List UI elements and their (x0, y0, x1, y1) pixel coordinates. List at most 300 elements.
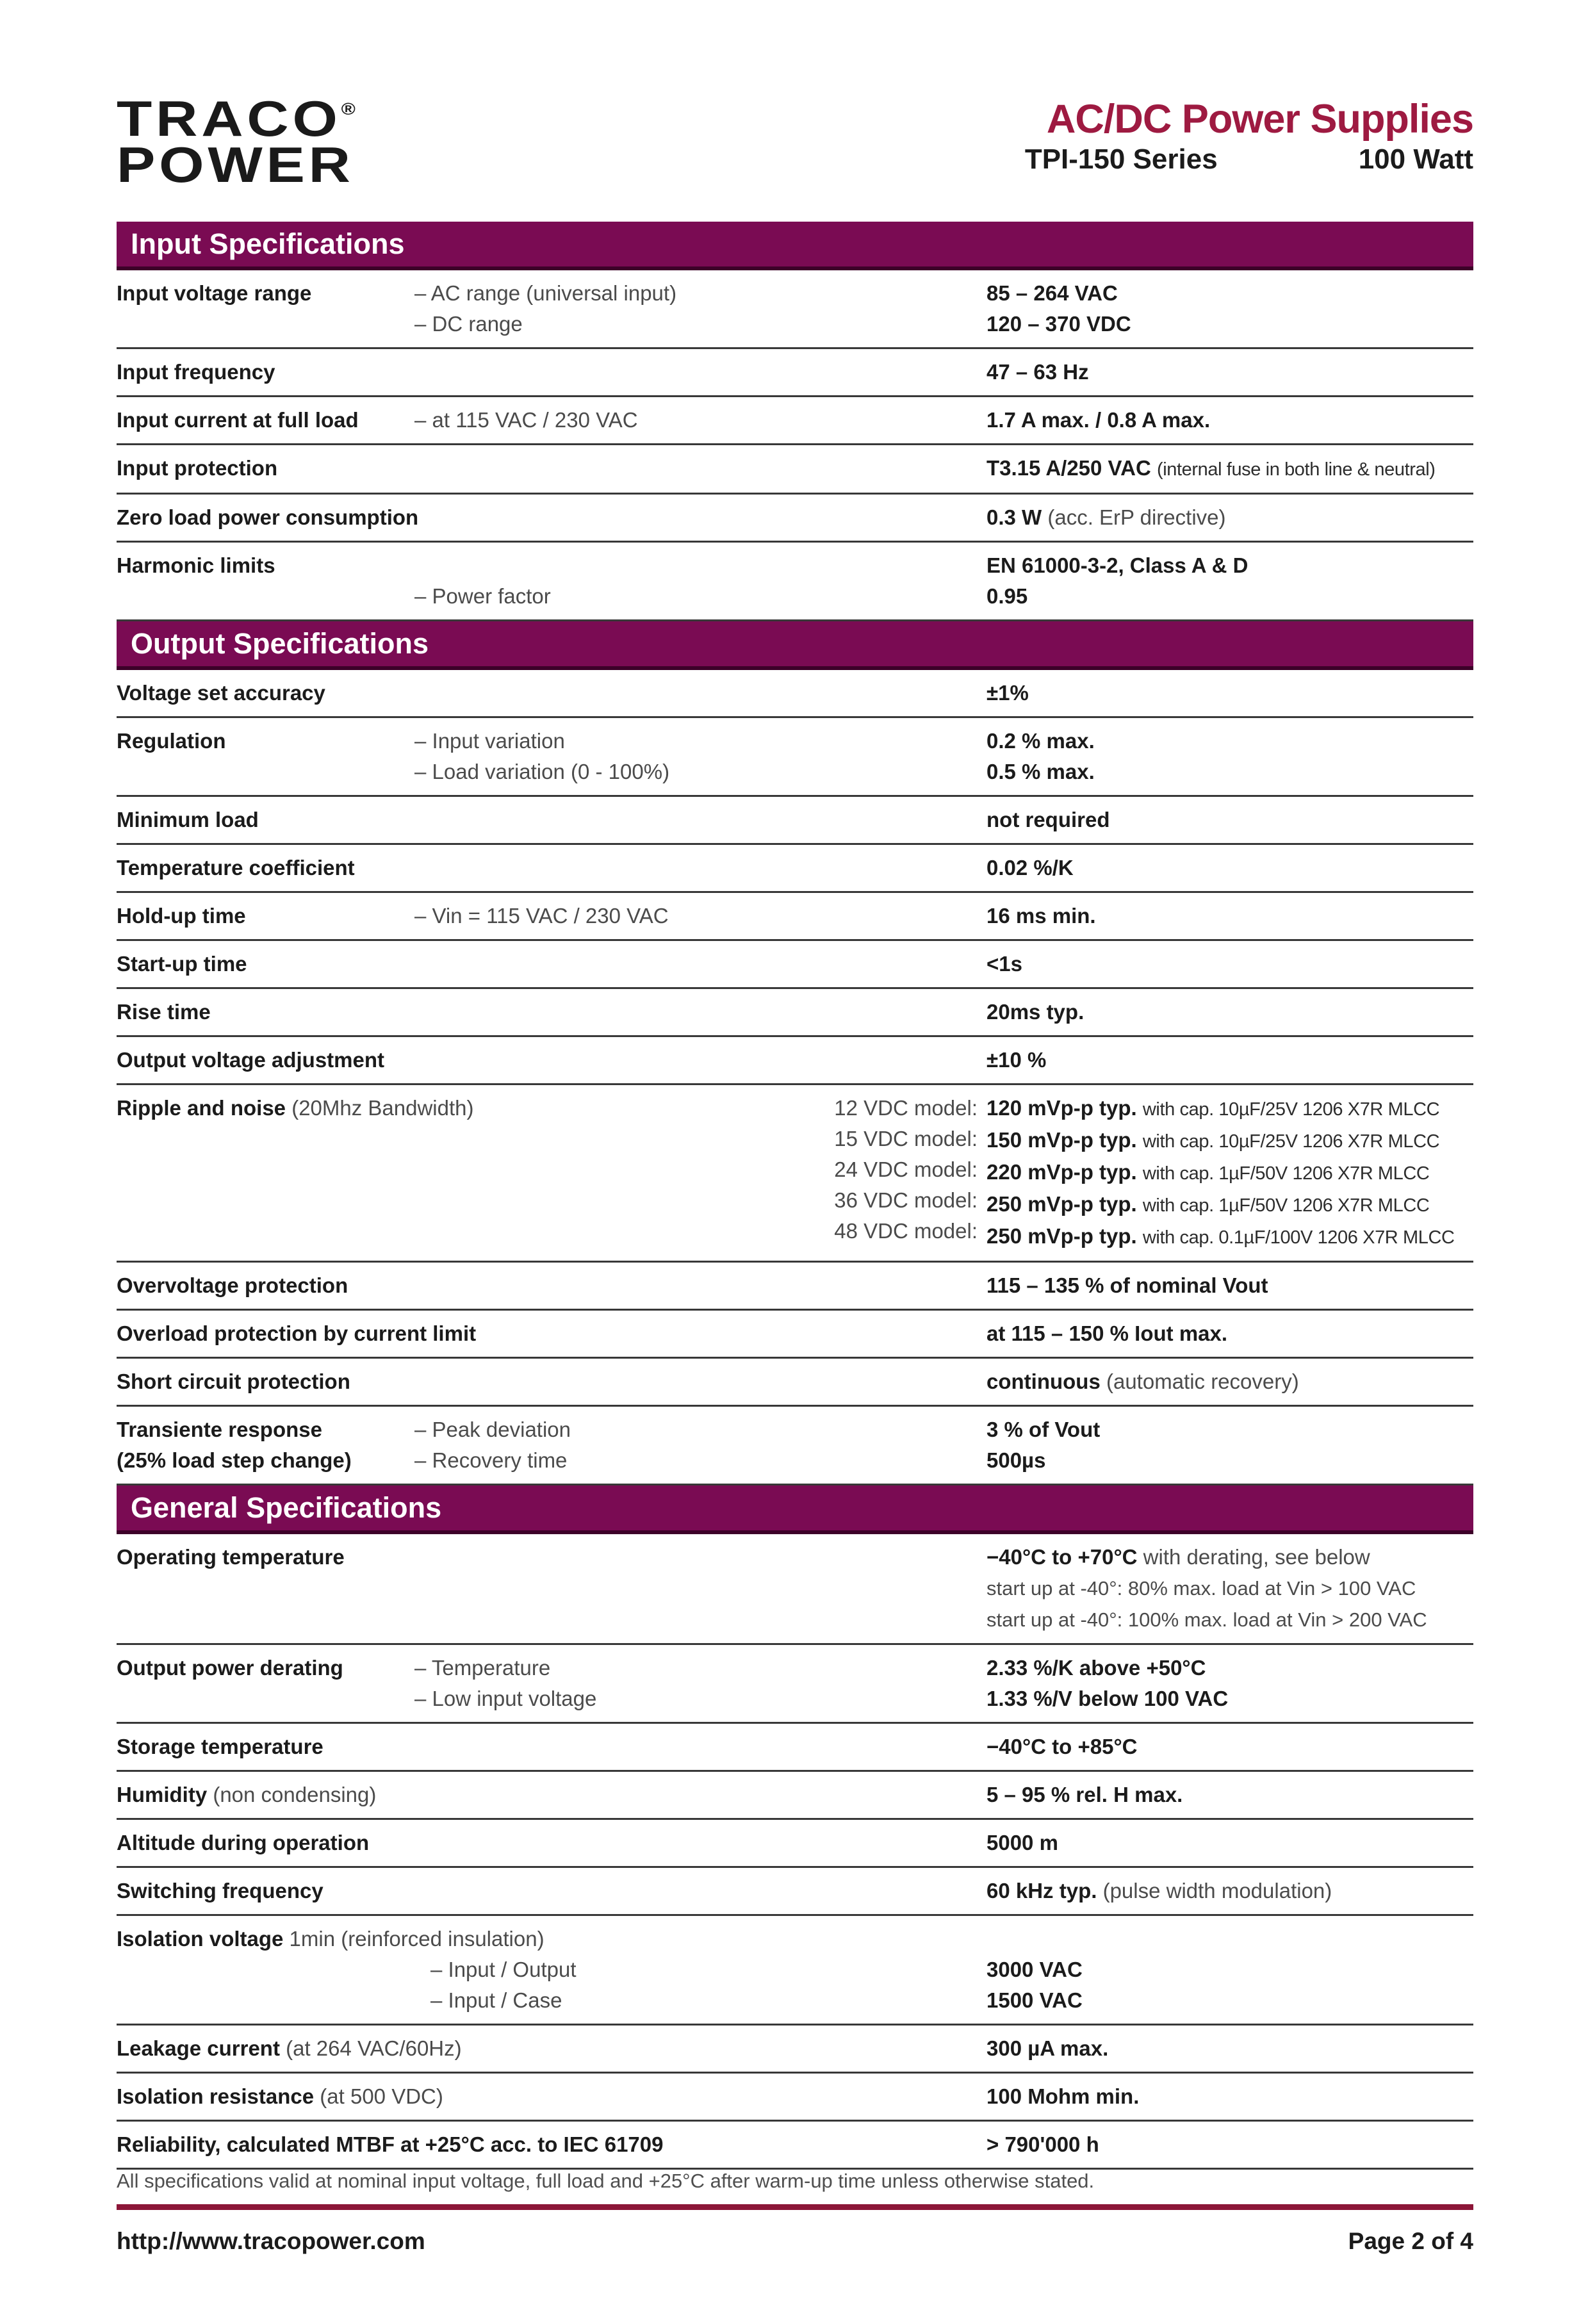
text-segment: Minimum load (117, 807, 259, 831)
spec-value-line (986, 1318, 1473, 1349)
spec-value (986, 1653, 1473, 1714)
registered-trademark-icon: ® (341, 99, 356, 119)
spec-row-switching-frequency (117, 1868, 1473, 1916)
spec-value-line (986, 405, 1473, 436)
text-segment: 0.95 (986, 584, 1028, 608)
spec-row-isolation-resistance-at-500-vdc (117, 2074, 1473, 2122)
text-segment: Isolation voltage (117, 1926, 290, 1951)
text-segment: 20ms typ. (986, 999, 1085, 1024)
page-header (117, 90, 1473, 193)
spec-sublabel-line: – Temperature (414, 1655, 551, 1680)
text-segment: 1.33 %/V below 100 VAC (986, 1686, 1229, 1710)
spec-sublabel-line: – Input variation (414, 728, 565, 753)
text-segment: Start-up time (117, 951, 247, 976)
text-segment: <1s (986, 951, 1022, 976)
spec-value-line (986, 1653, 1473, 1683)
spec-value-line (986, 1604, 1473, 1635)
text-segment: > 790'000 h (986, 2132, 1099, 2156)
spec-label-line (117, 949, 986, 979)
spec-value-line (986, 678, 1473, 708)
spec-label-line (117, 2129, 986, 2160)
spec-label-line (117, 1270, 986, 1301)
text-segment: Input current at full load (117, 407, 359, 432)
text-segment: with derating, see below (1143, 1544, 1370, 1569)
spec-value-line (986, 1125, 1473, 1157)
spec-sections (117, 222, 1473, 2170)
spec-row-left (117, 1542, 986, 1635)
spec-value (986, 726, 1473, 787)
text-segment: 0.2 % max. (986, 728, 1095, 753)
spec-sublabel-line (414, 550, 551, 581)
spec-row-altitude-during-operation (117, 1820, 1473, 1868)
text-segment: T3.15 A/250 VAC (986, 455, 1157, 480)
spec-value-line (986, 1414, 1473, 1445)
text-segment: EN 61000-3-2, Class A & D (986, 553, 1248, 577)
spec-value (986, 1731, 1473, 1762)
spec-sublabels (414, 726, 669, 787)
text-segment: ±1% (986, 680, 1029, 705)
spec-row-output-voltage-adjustment (117, 1037, 1473, 1085)
model-label-line: 12 VDC model: (834, 1095, 978, 1120)
text-segment: Regulation (117, 728, 226, 753)
text-segment: ±10 % (986, 1047, 1047, 1072)
spec-label (117, 1366, 986, 1397)
spec-value (986, 805, 1473, 835)
section-header-general-specifications: General Specifications (117, 1485, 1473, 1534)
spec-value (986, 901, 1473, 931)
spec-row-left (117, 502, 986, 533)
spec-label (117, 1542, 986, 1573)
spec-value (986, 405, 1473, 436)
text-segment: at 115 – 150 % Iout max. (986, 1321, 1228, 1345)
text-segment: 120 mVp-p typ. (986, 1095, 1143, 1120)
spec-label-line (117, 805, 986, 835)
text-segment: continuous (986, 1369, 1106, 1393)
spec-label-line (117, 1542, 986, 1573)
spec-label-line (117, 550, 986, 581)
spec-label-line (117, 1780, 986, 1810)
spec-row-left (117, 1876, 986, 1906)
text-segment: with cap. 10µF/25V 1206 X7R MLCC (1142, 1099, 1440, 1120)
spec-row-short-circuit-protection (117, 1359, 1473, 1407)
spec-label-line (117, 1731, 986, 1762)
spec-label (117, 1731, 986, 1762)
text-segment: 0.5 % max. (986, 759, 1095, 783)
spec-value (986, 1414, 1473, 1476)
text-segment: start up at -40°: 100% max. load at Vin > 200 VAC (986, 1608, 1427, 1631)
spec-value-line (986, 1573, 1473, 1604)
spec-value-line (986, 757, 1473, 787)
text-segment: −40°C to +70°C (986, 1544, 1143, 1569)
spec-value-line (986, 1366, 1473, 1397)
text-segment: Input protection (117, 455, 278, 480)
spec-row-left (117, 949, 986, 979)
spec-row-voltage-set-accuracy (117, 670, 1473, 718)
text-segment: with cap. 1µF/50V 1206 X7R MLCC (1142, 1195, 1430, 1216)
text-segment: 250 mVp-p typ. (986, 1191, 1143, 1216)
spec-value-line (986, 1270, 1473, 1301)
footer-note: All specifications valid at nominal input voltage, full load and +25°C after warm-up time unless otherwise stated. (117, 2169, 1095, 2192)
spec-label (117, 1270, 986, 1301)
spec-value (986, 949, 1473, 979)
spec-sublabel-line: – Power factor (414, 584, 551, 608)
text-segment: Output power derating (117, 1655, 343, 1680)
spec-value-line (986, 1954, 1473, 1985)
spec-sublabels (430, 1924, 577, 2016)
spec-value-line (986, 1985, 1473, 2016)
spec-value-line (986, 2033, 1473, 2064)
spec-label (117, 853, 986, 883)
spec-value-line (986, 1221, 1473, 1253)
spec-sublabel-line: – DC range (414, 311, 523, 336)
spec-label-line (117, 1876, 986, 1906)
spec-value (986, 1828, 1473, 1858)
spec-value (986, 853, 1473, 883)
spec-label (117, 453, 986, 484)
text-segment: (internal fuse in both line & neutral) (1156, 459, 1436, 480)
text-segment: 300 µA max. (986, 2036, 1109, 2060)
spec-row-left (117, 901, 986, 931)
spec-sublabel-line: – Low input voltage (414, 1686, 597, 1710)
text-segment: 1.7 A max. / 0.8 A max. (986, 407, 1211, 432)
spec-value (986, 1876, 1473, 1906)
text-segment: Switching frequency (117, 1878, 323, 1903)
spec-value (986, 1093, 1473, 1253)
spec-sublabels (414, 901, 669, 931)
spec-row-left (117, 405, 986, 436)
text-segment: with cap. 10µF/25V 1206 X7R MLCC (1142, 1131, 1440, 1152)
spec-row-left (117, 1270, 986, 1301)
logo-line-2: POWER (117, 136, 354, 193)
spec-value-line (986, 997, 1473, 1027)
text-segment: Overload protection by current limit (117, 1321, 477, 1345)
title-block (1025, 96, 1473, 176)
spec-row-left (117, 726, 986, 787)
spec-row-left (117, 2129, 986, 2160)
spec-label-line (117, 1318, 986, 1349)
spec-value (986, 2081, 1473, 2112)
spec-value-line (986, 901, 1473, 931)
spec-label-line (117, 2081, 986, 2112)
text-segment: −40°C to +85°C (986, 1734, 1138, 1758)
spec-value (986, 1542, 1473, 1635)
spec-label-line (117, 678, 986, 708)
spec-value (986, 278, 1473, 340)
spec-label-line (117, 2033, 986, 2064)
spec-sublabel-line (430, 1924, 577, 1954)
spec-row-left (117, 1318, 986, 1349)
spec-label (117, 2081, 986, 2112)
text-segment: (at 500 VDC) (320, 2084, 443, 2108)
spec-sublabels (414, 405, 638, 436)
spec-row-minimum-load (117, 797, 1473, 845)
text-segment: Transiente response (117, 1417, 322, 1441)
spec-label-line (117, 502, 986, 533)
text-segment: Reliability, calculated MTBF at +25°C acc. to IEC 61709 (117, 2132, 664, 2156)
text-segment: 150 mVp-p typ. (986, 1127, 1143, 1152)
spec-row-left (117, 805, 986, 835)
text-segment: Harmonic limits (117, 553, 275, 577)
spec-label (117, 997, 986, 1027)
spec-sublabels (414, 278, 676, 340)
series-name: TPI-150 Series (1024, 143, 1218, 175)
wattage: 100 Watt (1358, 143, 1473, 175)
text-segment: (at 264 VAC/60Hz) (286, 2036, 462, 2060)
text-segment: 16 ms min. (986, 903, 1096, 928)
spec-row-input-protection (117, 445, 1473, 495)
text-segment: 2.33 %/K above +50°C (986, 1655, 1206, 1680)
text-segment: (non condensing) (213, 1782, 377, 1806)
spec-label-line (117, 1828, 986, 1858)
text-segment: 5000 m (986, 1830, 1058, 1854)
text-segment: Leakage current (117, 2036, 286, 2060)
spec-row-overload-protection-by-current-limit (117, 1311, 1473, 1359)
text-segment: Temperature coefficient (117, 855, 355, 880)
spec-row-output-power-derating (117, 1645, 1473, 1724)
title-subrow (1025, 143, 1473, 176)
model-label-line: 36 VDC model: (834, 1188, 978, 1212)
text-segment: Input frequency (117, 359, 275, 384)
page-title: AC/DC Power Supplies (1046, 97, 1473, 142)
spec-label-line (117, 357, 986, 388)
spec-value (986, 453, 1473, 485)
spec-value-line (986, 278, 1473, 309)
spec-row-left (117, 1924, 986, 2016)
spec-sublabels (414, 1653, 596, 1714)
spec-label (117, 805, 986, 835)
model-label-line: 48 VDC model: (834, 1218, 978, 1243)
spec-value (986, 1780, 1473, 1810)
text-segment: 60 kHz typ. (986, 1878, 1103, 1903)
spec-value (986, 2129, 1473, 2160)
spec-value-line (986, 726, 1473, 757)
text-segment: with cap. 0.1µF/100V 1206 X7R MLCC (1142, 1227, 1455, 1248)
text-segment: 100 Mohm min. (986, 2084, 1140, 2108)
text-segment: 220 mVp-p typ. (986, 1159, 1143, 1184)
spec-value-line (986, 1045, 1473, 1076)
text-segment: 1min (reinforced insulation) (289, 1926, 544, 1951)
text-segment: Voltage set accuracy (117, 680, 325, 705)
text-segment: 0.02 %/K (986, 855, 1074, 880)
text-segment: 0.3 W (986, 505, 1048, 529)
spec-label-line (117, 1045, 986, 1076)
spec-value-line (986, 309, 1473, 340)
spec-row-left (117, 678, 986, 708)
spec-row-left (117, 357, 986, 388)
model-label-line: 24 VDC model: (834, 1157, 978, 1181)
spec-value-line (986, 2129, 1473, 2160)
spec-value-line (986, 1445, 1473, 1476)
spec-row-left (117, 2033, 986, 2064)
spec-row-leakage-current-at-264-vac-60hz (117, 2025, 1473, 2074)
spec-row-isolation-voltage-1min-reinforced-insula (117, 1916, 1473, 2025)
spec-sublabel-line: – at 115 VAC / 230 VAC (414, 407, 638, 432)
text-segment: with cap. 1µF/50V 1206 X7R MLCC (1142, 1163, 1430, 1184)
spec-row-rise-time (117, 989, 1473, 1037)
text-segment: Storage temperature (117, 1734, 323, 1758)
spec-label (117, 678, 986, 708)
spec-row-zero-load-power-consumption (117, 495, 1473, 543)
text-segment: start up at -40°: 80% max. load at Vin > 100 VAC (986, 1576, 1416, 1600)
spec-row-left (117, 997, 986, 1027)
spec-label (117, 1780, 986, 1810)
spec-label-line (117, 453, 986, 484)
spec-row-left (117, 1653, 986, 1714)
spec-row-temperature-coefficient (117, 845, 1473, 893)
spec-row-hold-up-time (117, 893, 1473, 941)
spec-value-line (986, 453, 1473, 485)
text-segment: Overvoltage protection (117, 1273, 348, 1297)
footer-url[interactable]: http://www.tracopower.com (117, 2227, 425, 2254)
spec-label-line (117, 1366, 986, 1397)
spec-row-left (117, 1731, 986, 1762)
spec-row-left (117, 1414, 986, 1476)
spec-sublabel-line: – Recovery time (414, 1448, 568, 1472)
text-segment: Rise time (117, 999, 211, 1024)
spec-label-line (117, 853, 986, 883)
spec-sublabels (414, 550, 551, 612)
section-header-input-specifications: Input Specifications (117, 222, 1473, 270)
spec-label (117, 2033, 986, 2064)
spec-row-humidity-non-condensing (117, 1772, 1473, 1820)
text-segment: Isolation resistance (117, 2084, 320, 2108)
model-label-line: 15 VDC model: (834, 1126, 978, 1150)
section-header-output-specifications: Output Specifications (117, 621, 1473, 670)
spec-value (986, 1318, 1473, 1349)
spec-value-line (986, 357, 1473, 388)
spec-value (986, 357, 1473, 388)
text-segment: (25% load step change) (117, 1448, 352, 1472)
spec-row-left (117, 550, 986, 612)
spec-value-line (986, 949, 1473, 979)
spec-row-start-up-time (117, 941, 1473, 989)
text-segment: (20Mhz Bandwidth) (291, 1095, 474, 1120)
text-segment: 250 mVp-p typ. (986, 1223, 1143, 1248)
spec-value (986, 2033, 1473, 2064)
text-segment: Zero load power consumption (117, 505, 419, 529)
page-footer (117, 2170, 1473, 2324)
spec-row-input-frequency (117, 349, 1473, 397)
text-segment: Short circuit protection (117, 1369, 350, 1393)
spec-value-line (986, 1731, 1473, 1762)
spec-value-line (986, 1828, 1473, 1858)
spec-sublabel-line: – Input / Case (430, 1988, 562, 2012)
spec-label (117, 1045, 986, 1076)
spec-value-line (986, 581, 1473, 612)
spec-row-harmonic-limits (117, 543, 1473, 621)
spec-value-line (986, 1542, 1473, 1573)
text-segment: Ripple and noise (117, 1095, 292, 1120)
spec-label (117, 1318, 986, 1349)
spec-value-line (986, 2081, 1473, 2112)
spec-row-input-current-at-full-load (117, 397, 1473, 445)
spec-value-line (986, 1157, 1473, 1189)
spec-sublabel-line: – Input / Output (430, 1957, 577, 1981)
spec-value-line (986, 1093, 1473, 1125)
logo-line-1 (117, 90, 356, 147)
text-segment: 3 % of Vout (986, 1417, 1101, 1441)
spec-sublabel-line: – Vin = 115 VAC / 230 VAC (414, 903, 669, 928)
text-segment: Humidity (117, 1782, 213, 1806)
spec-row-left (117, 1366, 986, 1397)
spec-label (117, 502, 986, 533)
spec-row-left (117, 853, 986, 883)
spec-row-operating-temperature (117, 1534, 1473, 1645)
spec-value (986, 550, 1473, 612)
text-segment: 115 – 135 % of nominal Vout (986, 1273, 1268, 1297)
spec-row-left (117, 278, 986, 340)
spec-row-ripple-and-noise-20mhz-bandwidth (117, 1085, 1473, 1263)
spec-value (986, 1270, 1473, 1301)
text-segment: 120 – 370 VDC (986, 311, 1131, 336)
spec-row-left (117, 1045, 986, 1076)
spec-label (117, 550, 986, 581)
text-segment: 47 – 63 Hz (986, 359, 1089, 384)
text-segment: not required (986, 807, 1110, 831)
spec-value-line (986, 1189, 1473, 1221)
spec-row-left (117, 2081, 986, 2112)
spec-sublabels (414, 1414, 571, 1476)
text-segment: Input voltage range (117, 281, 312, 305)
spec-value (986, 1924, 1473, 2016)
spec-value (986, 502, 1473, 533)
spec-sublabel-line: – Load variation (0 - 100%) (414, 759, 670, 783)
spec-row-regulation (117, 718, 1473, 797)
spec-row-overvoltage-protection (117, 1263, 1473, 1311)
spec-row-left (117, 1780, 986, 1810)
spec-label (117, 1828, 986, 1858)
spec-sublabel-line: – Peak deviation (414, 1417, 571, 1441)
spec-label (117, 357, 986, 388)
spec-row-left (117, 1093, 986, 1253)
text-segment: Altitude during operation (117, 1830, 370, 1854)
spec-row-reliability-calculated-mtbf-at-25-c-acc- (117, 2122, 1473, 2170)
spec-value (986, 678, 1473, 708)
spec-row-input-voltage-range (117, 270, 1473, 349)
spec-label (117, 1876, 986, 1906)
model-labels (834, 1093, 978, 1247)
spec-sublabel-line: – AC range (universal input) (414, 281, 677, 305)
spec-label (117, 949, 986, 979)
spec-row-storage-temperature (117, 1724, 1473, 1772)
spec-label-line (117, 997, 986, 1027)
text-segment: Output voltage adjustment (117, 1047, 385, 1072)
text-segment: 500µs (986, 1448, 1046, 1472)
traco-power-logo (117, 90, 356, 193)
spec-label (117, 2129, 986, 2160)
spec-value-line (986, 853, 1473, 883)
spec-value (986, 1045, 1473, 1076)
spec-value-line (986, 502, 1473, 533)
text-segment: (acc. ErP directive) (1047, 505, 1226, 529)
footer-page-number: Page 2 of 4 (1348, 2227, 1473, 2254)
spec-row-left (117, 453, 986, 485)
text-segment: (automatic recovery) (1106, 1369, 1299, 1393)
text-segment: Operating temperature (117, 1544, 345, 1569)
text-segment: 85 – 264 VAC (986, 281, 1118, 305)
spec-value (986, 997, 1473, 1027)
spec-value-line (986, 1924, 1473, 1954)
spec-row-transiente-response (117, 1407, 1473, 1485)
spec-value-line (986, 1876, 1473, 1906)
text-segment: 5 – 95 % rel. H max. (986, 1782, 1183, 1806)
spec-row-left (117, 1828, 986, 1858)
text-segment: 1500 VAC (986, 1988, 1083, 2012)
footer-row (117, 2228, 1473, 2255)
spec-value-line (986, 550, 1473, 581)
text-segment: (pulse width modulation) (1102, 1878, 1332, 1903)
logo-word-traco: TRACO (117, 90, 341, 147)
